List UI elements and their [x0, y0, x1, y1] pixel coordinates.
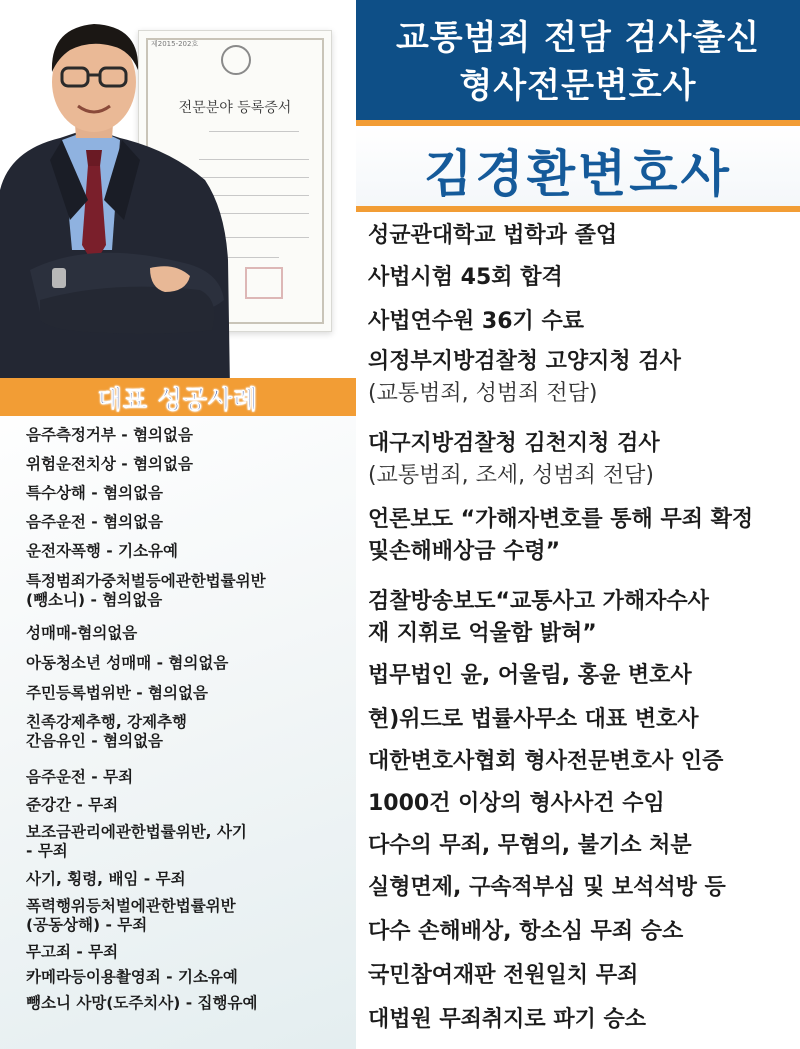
list-item: 1000건 이상의 형사사건 수임 — [368, 791, 665, 816]
list-item: 대법원 무죄취지로 파기 승소 — [368, 1007, 647, 1032]
list-item: 무고죄 - 무죄 — [26, 943, 119, 961]
success-cases-title: 대표 성공사례 — [97, 385, 259, 414]
list-item: 음주운전 - 무죄 — [26, 768, 134, 786]
list-item: 친족강제추행, 강제추행 간음유인 - 혐의없음 — [26, 713, 188, 750]
profile-photo — [0, 0, 356, 390]
list-item: 위험운전치상 - 혐의없음 — [26, 455, 193, 473]
headline-line-1: 교통범죄 전담 검사출신 — [395, 18, 761, 58]
list-item: 검찰방송보도“교통사고 가해자수사 재 지휘로 억울함 밝혀” — [368, 589, 709, 646]
success-cases-header — [0, 378, 356, 416]
list-item: 다수의 무죄, 무혐의, 불기소 처분 — [368, 833, 692, 858]
list-item: 국민참여재판 전원일치 무죄 — [368, 963, 639, 988]
list-item: 사법시험 45회 합격 — [368, 265, 563, 290]
list-item: 카메라등이용촬영죄 - 기소유예 — [26, 968, 238, 986]
list-item: 폭력행위등처벌에관한법률위반 (공동상해) - 무죄 — [26, 897, 236, 934]
list-item: 다수 손해배상, 항소심 무죄 승소 — [368, 919, 684, 944]
list-item: 아동청소년 성매매 - 혐의없음 — [26, 654, 229, 672]
list-item: 음주측정거부 - 혐의없음 — [26, 426, 193, 444]
name-banner — [356, 126, 800, 212]
certificate-title: 전문분야 등록증서 — [178, 100, 292, 116]
lawyer-name: 김경환변호사 — [424, 145, 732, 203]
list-item: 성매매-혐의없음 — [26, 624, 138, 642]
list-item: 주민등록법위반 - 혐의없음 — [26, 684, 208, 702]
list-item: 뺑소니 사망(도주치사) - 집행유예 — [26, 994, 258, 1012]
list-item: 보조금관리에관한법률위반, 사기 - 무죄 — [26, 823, 247, 860]
list-item: 법무법인 윤, 어울림, 홍윤 변호사 — [368, 663, 692, 688]
list-item: 대구지방검찰청 김천지청 검사 (교통범죄, 조세, 성범죄 전담) — [368, 431, 660, 488]
list-item: 대한변호사협회 형사전문변호사 인증 — [368, 749, 724, 774]
list-item: 특정범죄가중처벌등에관한법률위반 (뺑소니) - 혐의없음 — [26, 572, 266, 609]
list-item: 사법연수원 36기 수료 — [368, 309, 584, 334]
list-item: 사기, 횡령, 배임 - 무죄 — [26, 870, 186, 888]
list-item: 운전자폭행 - 기소유예 — [26, 542, 178, 560]
certificate-number: 제2015-202호 — [151, 40, 199, 48]
headline-line-2: 형사전문변호사 — [459, 66, 697, 106]
list-item: 현)위드로 법률사무소 대표 변호사 — [368, 707, 699, 732]
profile-info-panel — [356, 0, 800, 1049]
list-item: 성균관대학교 법학과 졸업 — [368, 223, 618, 248]
list-item: 준강간 - 무죄 — [26, 796, 119, 814]
list-item: 의정부지방검찰청 고양지청 검사 (교통범죄, 성범죄 전담) — [368, 349, 681, 406]
list-item: 특수상해 - 혐의없음 — [26, 484, 164, 502]
list-item: 언론보도 “가해자변호를 통해 무죄 확정 및손해배상금 수령” — [368, 507, 754, 564]
list-item: 실형면제, 구속적부심 및 보석석방 등 — [368, 875, 726, 900]
headline-banner — [356, 0, 800, 126]
lawyer-portrait — [0, 0, 356, 390]
list-item: 음주운전 - 혐의없음 — [26, 513, 164, 531]
